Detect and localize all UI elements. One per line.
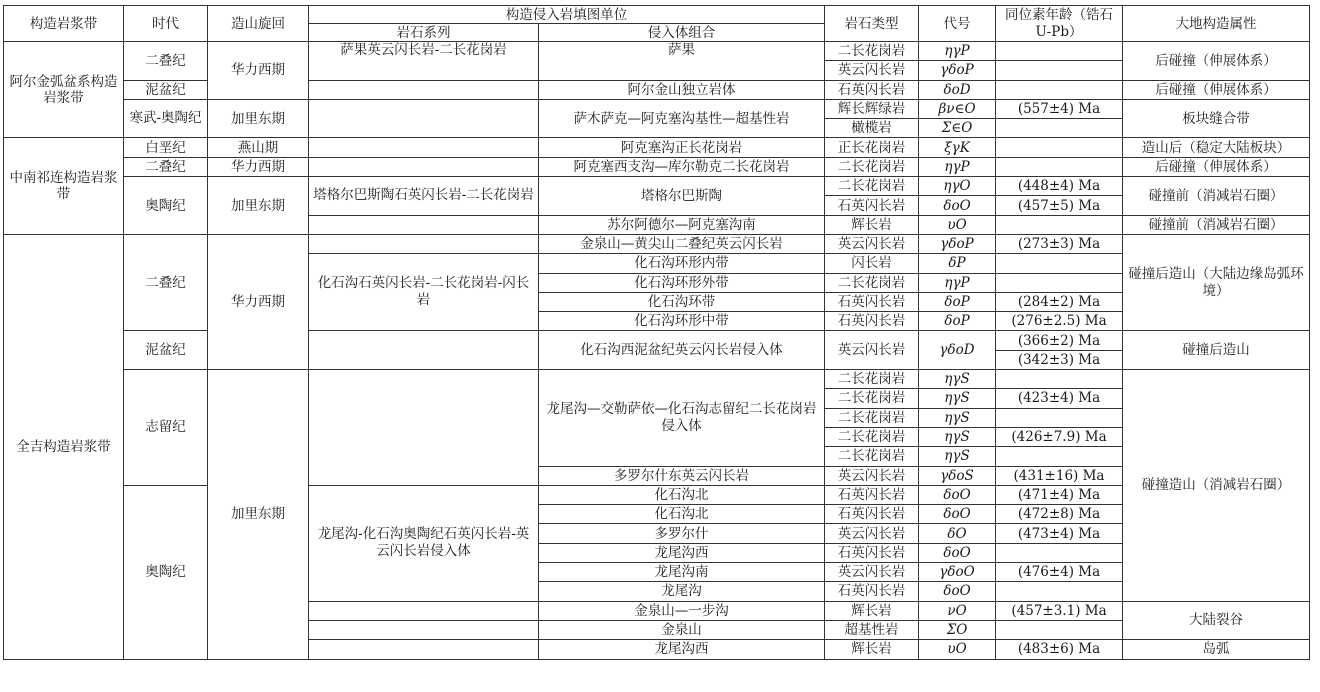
header-code: 代号 [919,6,996,42]
age-cell: (284±2) Ma [996,292,1123,311]
series-cell [309,138,539,157]
series-cell [309,620,539,639]
table-row [4,331,1310,350]
assemblage-cell: 金泉山 [539,620,825,639]
code-cell: γδoS [919,466,996,485]
rock-cell: 英云闪长岩 [825,234,919,253]
age-cell: (342±3) Ma [996,350,1123,369]
code-cell: υO [919,640,996,659]
age-cell: (276±2.5) Ma [996,312,1123,331]
era-cell: 二叠纪 [124,157,208,176]
code-cell: ηγS [919,370,996,389]
rock-cell: 英云闪长岩 [825,466,919,485]
code-cell: ηγP [919,273,996,292]
code-cell: ηγS [919,427,996,446]
assemblage-cell: 萨果 [539,42,825,81]
age-cell [996,215,1123,234]
rock-cell: 英云闪长岩 [825,563,919,582]
rock-cell: 二长花岗岩 [825,389,919,408]
code-cell: ηγS [919,408,996,427]
age-cell [996,254,1123,273]
header-belt: 构造岩浆带 [4,6,124,42]
rock-cell: 辉长岩 [825,215,919,234]
header-row-1 [4,6,1310,24]
code-cell: ηγP [919,157,996,176]
assemblage-cell: 龙尾沟 [539,582,825,601]
age-cell [996,42,1123,61]
belt-cell: 中南祁连构造岩浆带 [4,138,124,234]
age-cell [996,370,1123,389]
header-unit: 构造侵入岩填图单位 [309,6,825,24]
code-cell: δoO [919,505,996,524]
rock-cell: 超基性岩 [825,620,919,639]
assemblage-cell: 化石沟环形中带 [539,312,825,331]
code-cell: δoP [919,312,996,331]
series-cell: 塔格尔巴斯陶石英闪长岩-二长花岗岩 [309,177,539,216]
age-cell: (471±4) Ma [996,485,1123,504]
rock-cell: 石英闪长岩 [825,505,919,524]
rock-cell: 辉长岩 [825,601,919,620]
code-cell: νO [919,601,996,620]
rock-cell: 石英闪长岩 [825,582,919,601]
code-cell: ηγO [919,177,996,196]
age-cell [996,273,1123,292]
cycle-cell: 华力西期 [208,42,309,100]
code-cell: υO [919,215,996,234]
code-cell: ξγK [919,138,996,157]
tectonic-cell: 后碰撞（伸展体系） [1123,80,1310,99]
header-assemblage: 侵入体组合 [539,24,825,42]
assemblage-cell: 龙尾沟西 [539,640,825,659]
era-cell: 寒武-奥陶纪 [124,99,208,138]
era-cell: 志留纪 [124,370,208,486]
code-cell: βν∈O [919,99,996,118]
rock-cell: 石英闪长岩 [825,80,919,99]
rock-cell: 石英闪长岩 [825,292,919,311]
age-cell: (483±6) Ma [996,640,1123,659]
code-cell: γδoP [919,61,996,80]
series-cell: 化石沟石英闪长岩-二长花岗岩-闪长岩 [309,254,539,331]
rock-cell: 二长花岗岩 [825,427,919,446]
tectonic-cell: 碰撞后造山 [1123,331,1310,370]
tectonic-cell: 碰撞前（消减岩石圈） [1123,215,1310,234]
intrusive-rock-table [3,5,1310,660]
assemblage-cell: 龙尾沟南 [539,563,825,582]
rock-cell: 石英闪长岩 [825,196,919,215]
code-cell: δoD [919,80,996,99]
era-cell: 泥盆纪 [124,80,208,99]
age-cell [996,61,1123,80]
age-cell: (473±4) Ma [996,524,1123,543]
code-cell: ηγS [919,447,996,466]
tectonic-cell: 碰撞前（消减岩石圈） [1123,177,1310,216]
assemblage-cell: 萨木萨克—阿克塞沟基性—超基性岩 [539,99,825,138]
age-cell: (366±2) Ma [996,331,1123,350]
cycle-cell: 燕山期 [208,138,309,157]
age-cell [996,80,1123,99]
table-row [4,177,1310,196]
code-cell: Σ∈O [919,119,996,138]
header-series: 岩石系列 [309,24,539,42]
rock-cell: 英云闪长岩 [825,61,919,80]
assemblage-cell: 龙尾沟西 [539,543,825,562]
assemblage-cell: 化石沟西泥盆纪英云闪长岩侵入体 [539,331,825,370]
rock-cell: 二长花岗岩 [825,408,919,427]
cycle-cell: 华力西期 [208,234,309,369]
table-row [4,99,1310,118]
era-cell: 白垩纪 [124,138,208,157]
code-cell: γδoO [919,563,996,582]
assemblage-cell: 苏尔阿德尔—阿克塞沟南 [539,215,825,234]
code-cell: δoO [919,582,996,601]
series-cell [309,331,539,370]
belt-cell: 全吉构造岩浆带 [4,234,124,659]
age-cell [996,543,1123,562]
code-cell: γδoD [919,331,996,370]
series-cell [309,157,539,176]
rock-cell: 石英闪长岩 [825,312,919,331]
series-cell [309,234,539,253]
age-cell: (476±4) Ma [996,563,1123,582]
code-cell: ηγS [919,389,996,408]
assemblage-cell: 阿克塞沟正长花岗岩 [539,138,825,157]
rock-cell: 辉长岩 [825,640,919,659]
rock-cell: 英云闪长岩 [825,524,919,543]
table-row [4,42,1310,61]
age-cell [996,408,1123,427]
rock-cell: 二长花岗岩 [825,42,919,61]
code-cell: δO [919,524,996,543]
age-cell [996,447,1123,466]
age-cell: (457±5) Ma [996,196,1123,215]
code-cell: δoO [919,196,996,215]
rock-cell: 二长花岗岩 [825,273,919,292]
table-row [4,157,1310,176]
rock-cell: 二长花岗岩 [825,157,919,176]
assemblage-cell: 阿克塞西支沟—库尔勒克二长花岗岩 [539,157,825,176]
table-row [4,485,1310,504]
code-cell: δoO [919,485,996,504]
age-cell: (557±4) Ma [996,99,1123,118]
rock-cell: 橄榄岩 [825,119,919,138]
rock-cell: 闪长岩 [825,254,919,273]
cycle-cell: 华力西期 [208,157,309,176]
series-cell [309,601,539,620]
tectonic-cell: 碰撞后造山（大陆边缘岛弧环境） [1123,234,1310,330]
cycle-cell: 加里东期 [208,99,309,138]
tectonic-cell: 后碰撞（伸展体系） [1123,42,1310,81]
code-cell: δoP [919,292,996,311]
table-row [4,138,1310,157]
tectonic-cell: 造山后（稳定大陆板块） [1123,138,1310,157]
header-era: 时代 [124,6,208,42]
code-cell: ηγP [919,42,996,61]
code-cell: δoO [919,543,996,562]
era-cell: 奥陶纪 [124,177,208,235]
age-cell [996,620,1123,639]
assemblage-cell: 多罗尔什 [539,524,825,543]
assemblage-cell: 化石沟北 [539,485,825,504]
assemblage-cell: 化石沟环带 [539,292,825,311]
era-cell: 奥陶纪 [124,485,208,659]
rock-cell: 二长花岗岩 [825,177,919,196]
age-cell [996,138,1123,157]
rock-cell: 正长花岗岩 [825,138,919,157]
era-cell: 二叠纪 [124,42,208,81]
age-cell: (273±3) Ma [996,234,1123,253]
series-cell [309,215,539,234]
tectonic-cell: 岛弧 [1123,640,1310,659]
series-cell: 萨果英云闪长岩-二长花岗岩 [309,42,539,81]
rock-cell: 石英闪长岩 [825,485,919,504]
era-cell: 二叠纪 [124,234,208,330]
rock-cell: 辉长辉绿岩 [825,99,919,118]
table-row [4,370,1310,389]
age-cell [996,119,1123,138]
assemblage-cell: 龙尾沟—交勒萨依—化石沟志留纪二长花岗岩侵入体 [539,370,825,466]
code-cell: δP [919,254,996,273]
age-cell: (472±8) Ma [996,505,1123,524]
table-row [4,234,1310,253]
header-age: 同位素年龄（锆石U-Pb） [996,6,1123,42]
code-cell: γδoP [919,234,996,253]
assemblage-cell: 化石沟环形外带 [539,273,825,292]
age-cell [996,582,1123,601]
age-cell: (448±4) Ma [996,177,1123,196]
age-cell: (423±4) Ma [996,389,1123,408]
assemblage-cell: 阿尔金山独立岩体 [539,80,825,99]
tectonic-cell: 大陆裂谷 [1123,601,1310,640]
age-cell: (457±3.1) Ma [996,601,1123,620]
series-cell [309,640,539,659]
rock-cell: 二长花岗岩 [825,447,919,466]
tectonic-cell: 板块缝合带 [1123,99,1310,138]
rock-cell: 二长花岗岩 [825,370,919,389]
header-rock-type: 岩石类型 [825,6,919,42]
cycle-cell: 加里东期 [208,370,309,659]
header-tectonic: 大地构造属性 [1123,6,1310,42]
age-cell: (431±16) Ma [996,466,1123,485]
age-cell: (426±7.9) Ma [996,427,1123,446]
rock-cell: 英云闪长岩 [825,331,919,370]
series-cell [309,370,539,486]
table-container [3,5,1310,660]
assemblage-cell: 化石沟北 [539,505,825,524]
tectonic-cell: 后碰撞（伸展体系） [1123,157,1310,176]
code-cell: ΣO [919,620,996,639]
age-cell [996,157,1123,176]
table-row [4,80,1310,99]
assemblage-cell: 金泉山—黄尖山二叠纪英云闪长岩 [539,234,825,253]
rock-cell: 石英闪长岩 [825,543,919,562]
assemblage-cell: 化石沟环形内带 [539,254,825,273]
series-cell [309,80,539,99]
era-cell: 泥盆纪 [124,331,208,370]
assemblage-cell: 多罗尔什东英云闪长岩 [539,466,825,485]
tectonic-cell: 碰撞造山（消减岩石圈） [1123,370,1310,602]
cycle-cell: 加里东期 [208,177,309,235]
assemblage-cell: 金泉山—一步沟 [539,601,825,620]
series-cell: 龙尾沟-化石沟奥陶纪石英闪长岩-英云闪长岩侵入体 [309,485,539,601]
assemblage-cell: 塔格尔巴斯陶 [539,177,825,216]
header-cycle: 造山旋回 [208,6,309,42]
belt-cell: 阿尔金弧盆系构造岩浆带 [4,42,124,138]
series-cell [309,99,539,138]
